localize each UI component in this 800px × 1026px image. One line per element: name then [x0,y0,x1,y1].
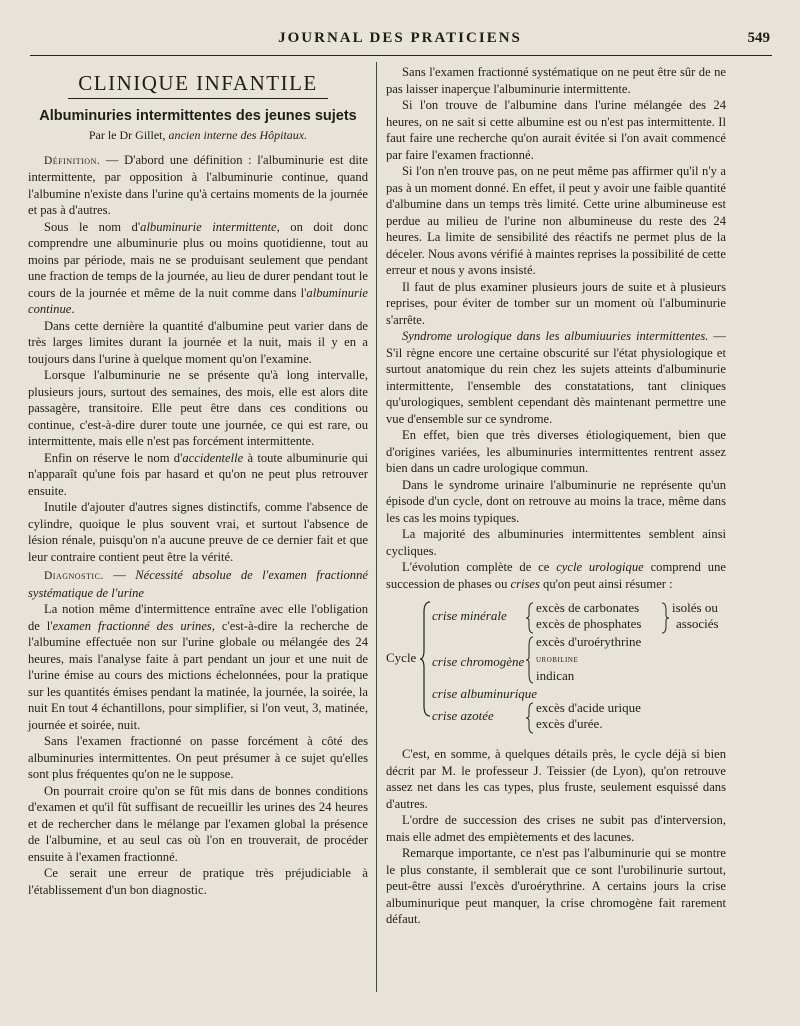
label-definition: Définition. [44,154,101,167]
page-header [0,30,800,54]
cycle-brace-icon [420,600,432,718]
left-column [28,64,368,898]
crise-chromogene-item: indican [536,668,575,683]
crise-minerale-note: associés [676,616,719,631]
crise-minerale-note: isolés ou [672,600,718,615]
paragraph: La notion même d'intermittence entraîne avec elle l'obligation de l'examen fractionné des urines, c'est-à-dire la recherche de l'albumine effectuée non sur l'urine globale ou mélangée des 24 heures, mais l'analyse faite à part pendant un jour et une nuit de l'urine émise au cours des mictions échelonnées, pour la pratique sur les quantités émises pendant la matinée, la journée, la soirée, la nuit En tout 4 échantillons, pour simplifier, si l'on veut, 3, matinée, journée et soirée, nuit. [28,602,368,732]
crise-minerale-item: excès de phosphates [536,616,642,631]
crise-chromogene-item: excès d'uroérythrine [536,634,642,649]
paragraph: Enfin on réserve le nom d'accidentelle à toute albuminurie qui n'apparaît qu'une fois par hasard et qu'on ne peut plus retrouver ensuite. [28,450,368,498]
paragraph: Inutile d'ajouter d'autres signes distinctifs, comme l'absence de cylindre, quoique le plus souvent vrai, et surtout l'absence de lésion rénale, puisqu'on n'a aucune preuve de ce dernier fait et que leur contraire contient peut être la vérité. [28,500,368,564]
cycle-diagram [386,598,726,731]
paragraph-syndrome: Syndrome urologique dans les albumiuuries intermittentes. — S'il règne encore une certaine obscurité sur l'état physiologique et surtout anatomique du rein chez les sujets atteints d'albuminurie intermittente, l'ensemble des constatations, tant cliniques qu'urologiques, semblent cependant dès maintenant permettre une vue d'ensemble sur ce syndrome. [386,329,726,426]
right-column [386,64,726,928]
paragraph: Ce serait une erreur de pratique très préjudiciable à l'établissement d'un bon diagnostic. [28,866,368,897]
paragraph: Lorsque l'albuminurie ne se présente qu'à long intervalle, plusieurs jours, surtout des semaines, des mois, elle est alors dite passagère, transitoire. Elle peut être dans ces conditions ou continue, c'est-à-dire durer toute une journée, ce qui est rare, ou intermittente, mais elle n'est pas forcément intermittente. [28,368,368,448]
article-title: Albuminuries intermittentes des jeunes sujets [39,108,357,124]
byline-role: ancien interne des Hôpitaux. [168,128,308,142]
brace-icon [526,602,534,634]
crise-albuminurique-label: crise albuminurique [432,686,538,701]
crise-minerale-item: excès de carbonates [536,600,640,615]
paragraph: En effet, bien que très diverses étiologiquement, bien que d'origines variées, les albuminuries intermittentes rentrent assez bien dans un cadre urologique commun. [386,428,726,475]
section-title: CLINIQUE INFANTILE [28,70,368,99]
crise-minerale-label: crise minérale [432,608,507,623]
paragraph: L'ordre de succession des crises ne subit pas d'interversion, mais elle admet des empiètements et des lacunes. [386,813,726,844]
paragraph: Dans le syndrome urinaire l'albuminurie ne représente qu'un épisode d'un cycle, dont on retrouve au moins la trace, même dans les cas les moins typiques. [386,477,726,525]
paragraph-diagnostic: Diagnostic. — Nécessité absolue de l'examen fractionné systématique de l'urine [28,568,368,600]
paragraph: La majorité des albuminuries intermittentes semblent ainsi cycliques. [386,527,726,558]
byline-author: Par le Dr Gillet, [88,128,166,142]
crise-chromogene-item: urobiline [536,654,579,665]
header-rule [30,55,772,56]
label-diagnostic: Diagnostic. [44,570,104,582]
paragraph: Sous le nom d'albuminurie intermittente, on doit donc comprendre une albuminurie plus ou moins quotidienne, tout au moins par période, mais ne se produisant seulement que pendant une fraction de temps de la journée, au lieu de durer pendant tout le cours de la journée et même de la nuit comme dans l'albuminurie continue. [28,219,368,316]
paragraph-definition: Définition. — D'abord une définition : l'albuminurie est dite intermittente, par opposition à l'albuminurie continue, quand l'albumine n'existe dans l'urine qu'à certains moments de la journée et pas à d'autres. [28,152,368,217]
crise-azotee-item: excès d'urée. [536,716,603,731]
paragraph: Si l'on trouve de l'albumine dans l'urine mélangée des 24 heures, on ne sait si cette albumine est ou n'est pas intermittente. Il faut faire une recherche qu'on aurait évitée si l'on avait commencé par faire l'examen fractionné. [386,98,726,162]
cycle-root-label: Cycle [386,650,417,665]
brace-icon [526,702,534,734]
paragraph: Sans l'examen fractionné systématique on ne peut être sûr de ne pas laisser inaperçue l'albuminurie intermittente. [386,65,726,96]
page-number: 549 [747,30,770,46]
running-title: JOURNAL DES PRATICIENS [278,30,522,46]
paragraph: Remarque importante, ce n'est pas l'albuminurie qui se montre le plus constante, il semblerait que ce sont l'urobilinurie surtout, peut-être aussi l'excès d'uroérythrine. A certains jours la crise albuminurique peut manquer, la crise chromogène fait rarement défaut. [386,846,726,926]
paragraph: L'évolution complète de ce cycle urologique comprend une succession de phases ou crises qu'on peut ainsi résumer : [386,560,726,591]
column-divider [376,62,377,992]
crise-azotee-item: excès d'acide urique [536,700,641,715]
crise-chromogene-label: crise chromogène [432,654,525,669]
paragraph: Sans l'examen fractionné on passe forcément à côté des albuminuries intermittentes. On peut présumer à ce sujet qu'elles sont plus fréquentes qu'on ne le suppose. [28,734,368,781]
brace-icon [661,602,669,634]
paragraph: Dans cette dernière la quantité d'albumine peut varier dans de très larges limites durant la journée et la nuit, mais il y en a toujours dans l'urine à quelque moment qu'on l'examine. [28,318,368,366]
paragraph: C'est, en somme, à quelques détails près, le cycle déjà si bien décrit par M. le professeur J. Teissier (de Lyon), qu'on retrouve assez net dans les cas types, plus fruste, seulement esquissé dans d'autres. [386,747,726,811]
brace-icon [526,636,534,684]
paragraph: Si l'on n'en trouve pas, on ne peut même pas affirmer qu'il n'y a pas à un moment donné. En effet, il peut y avoir une faible quantité d'albumine dans un temps très limité. Cette urine albumineuse est perdue au milieu de l'urine non albumineuse du reste des 24 heures. La limite de sensibilité des réactifs ne permet plus de la déceler. Nous avons vérifié à maintes reprises la possibilité de cette erreur et nous y avons insisté. [386,164,726,277]
crise-azotee-label: crise azotée [432,708,494,723]
paragraph: On pourrait croire qu'on se fût mis dans de bonnes conditions d'examen et qu'il fût suffisant de recueillir les urines des 24 heures et de rechercher dans le mélange par l'examen global la présence de l'albumine, et au seul cas où l'on en trouverait, de procéder ensuite à l'examen fractionné. [28,783,368,864]
byline [28,127,368,144]
paragraph: Il faut de plus examiner plusieurs jours de suite et à plusieurs reprises, pour éviter de tomber sur un moment où l'albuminurie s'arrête. [386,279,726,327]
